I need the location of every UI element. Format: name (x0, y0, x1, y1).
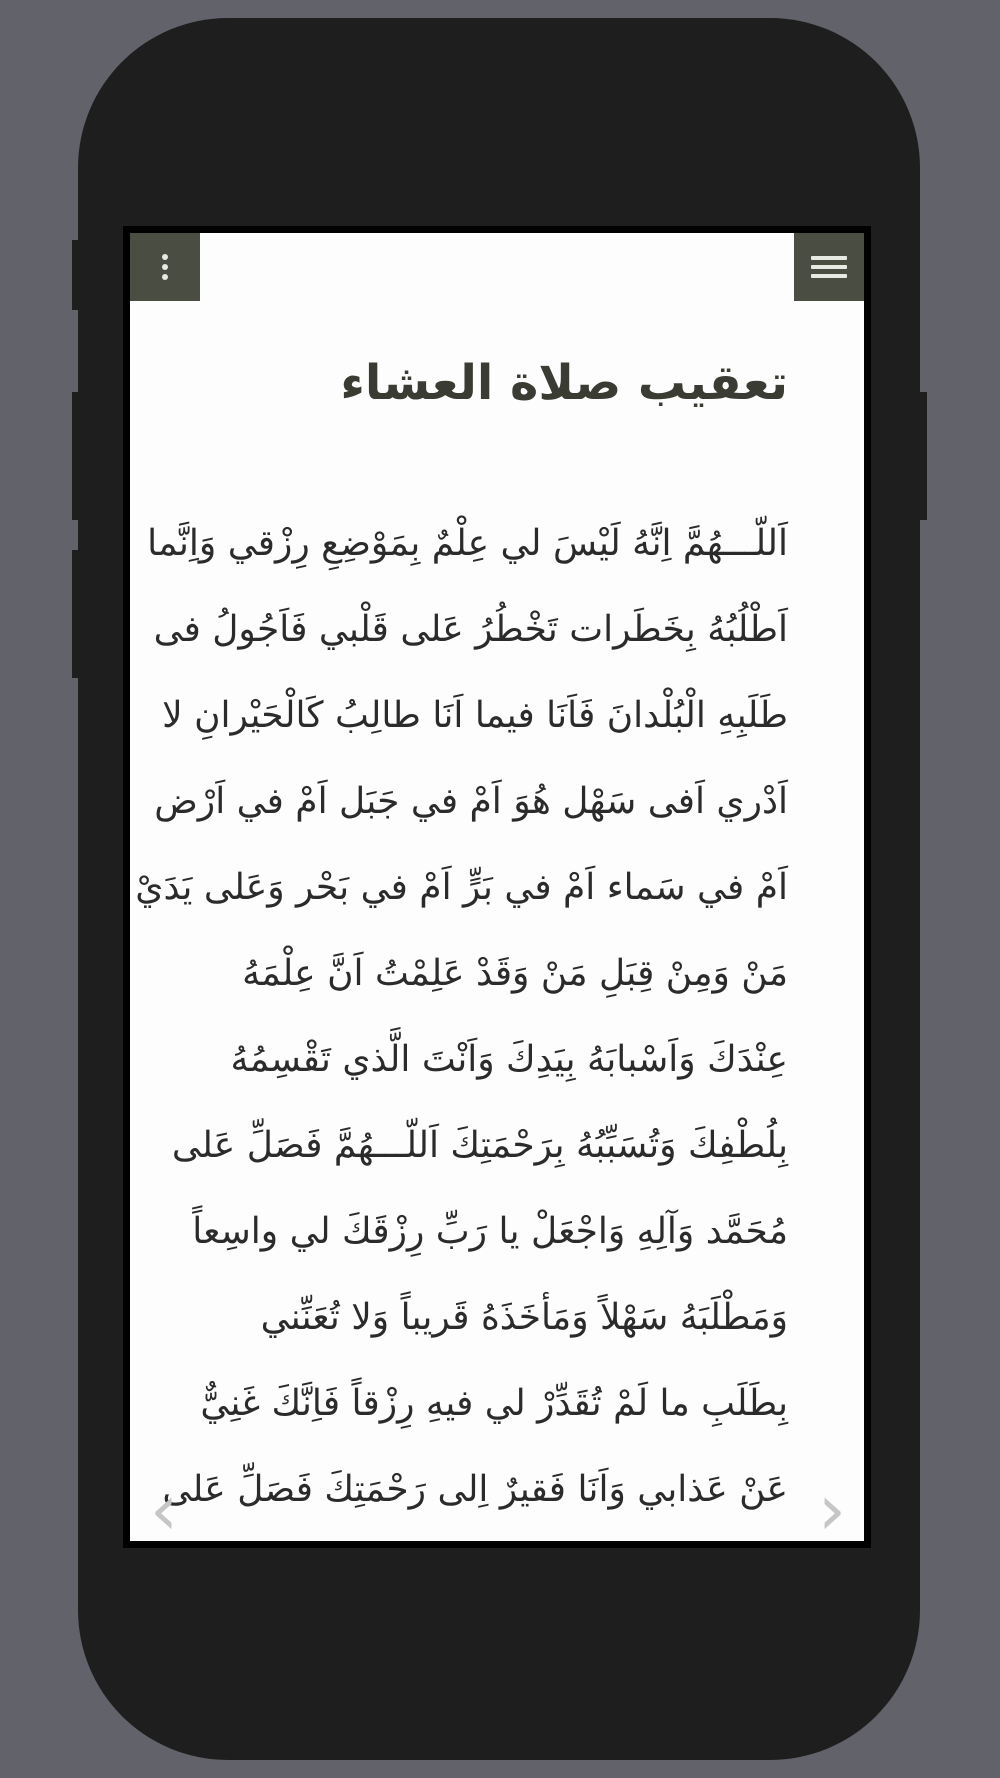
more-options-button[interactable] (130, 233, 200, 301)
text-line: اَطْلُبُهُ بِخَطَرات تَخْطُرُ عَلى قَلْبي فَاَجُولُ فى (153, 609, 788, 650)
text-line: اَمْ في سَماء اَمْ في بَرٍّ اَمْ في بَحْر وَعَلى يَدَيْ (135, 867, 788, 908)
main-menu-button[interactable] (794, 233, 864, 301)
text-line: اَللّـــهُمَّ اِنَّهُ لَيْسَ لي عِلْمٌ بِمَوْضِعِ رِزْقي وَاِنَّما (147, 523, 788, 564)
text-line: عَنْ عَذابي وَاَنَا فَقيرٌ اِلى رَحْمَتِكَ فَصَلِّ عَلى (162, 1469, 788, 1510)
text-line: بِلُطْفِكَ وَتُسَبِّبُهُ بِرَحْمَتِكَ اَللّـــهُمَّ فَصَلِّ عَلى (171, 1125, 788, 1166)
text-line: طَلَبِهِ الْبُلْدانَ فَاَنَا فيما اَنَا طالِبُ كَالْحَيْرانِ لا (162, 695, 788, 736)
previous-page-button[interactable] (142, 1469, 186, 1541)
text-line: وَمَطْلَبَهُ سَهْلاً وَمَأخَذَهُ قَريباً وَلا تُعَنِّني (260, 1297, 788, 1338)
text-line: اَدْري اَفى سَهْل هُوَ اَمْ في جَبَل اَمْ في اَرْض (154, 781, 788, 822)
prayer-text (135, 501, 788, 1533)
hamburger-icon (811, 251, 847, 283)
text-line: عِنْدَكَ وَاَسْبابَهُ بِيَدِكَ وَاَنْتَ الَّذي تَقْسِمُهُ (230, 1039, 788, 1080)
text-line: مُحَمَّد وَآلِهِ وَاجْعَلْ يا رَبِّ رِزْقَكَ لي واسِعاً (192, 1211, 788, 1252)
chevron-right-icon: › (818, 1469, 846, 1541)
page-title: تعقيب صلاة العشاء (340, 355, 788, 411)
kebab-menu-icon (162, 250, 168, 284)
side-button-mute (72, 240, 80, 310)
text-line: مَنْ وَمِنْ قِبَلِ مَنْ وَقَدْ عَلِمْتُ اَنَّ عِلْمَهُ (242, 953, 788, 994)
next-page-button[interactable] (810, 1469, 854, 1541)
chevron-left-icon: ‹ (150, 1469, 178, 1541)
side-button-volume-down (72, 550, 80, 678)
text-line: بِطَلَبِ ما لَمْ تُقَدِّرْ لي فيهِ رِزْقاً فَاِنَّكَ غَنِيٌّ (200, 1383, 788, 1424)
side-button-power (918, 392, 927, 520)
side-button-volume-up (72, 392, 80, 520)
app-screen (130, 233, 864, 1541)
